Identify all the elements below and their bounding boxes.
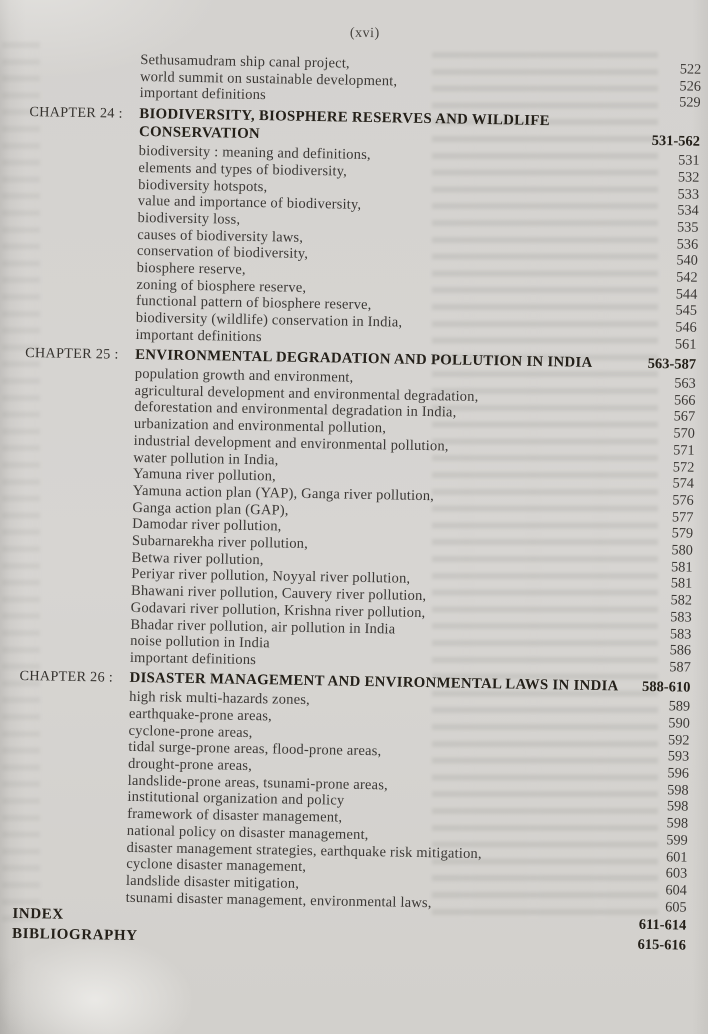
- page-number: 581: [670, 559, 693, 576]
- chapter-label: [24, 225, 137, 244]
- entry-text: causes of biodiversity laws,: [137, 226, 304, 246]
- page-number: 588-610: [641, 679, 691, 696]
- page-number: 522: [679, 61, 702, 78]
- chapter-label: [26, 141, 139, 160]
- page-number: 561: [674, 336, 697, 353]
- chapter-label: [13, 871, 126, 890]
- entry-text: Bhawani river pollution, Cauvery river pollution,: [130, 583, 427, 605]
- page-number: 598: [667, 781, 689, 799]
- chapter-label: [27, 67, 140, 86]
- chapter-label: [21, 381, 134, 400]
- page-number: 532: [677, 169, 700, 186]
- entry-text: world summit on sustainable development,: [139, 68, 398, 90]
- page-number: 542: [676, 269, 698, 286]
- chapter-label: [24, 241, 137, 260]
- page-number-header: (xvi): [349, 25, 380, 42]
- page-number: 590: [668, 715, 690, 732]
- chapter-title-line: CONSERVATION: [138, 124, 261, 143]
- page-number: 577: [671, 508, 694, 526]
- entry-text: Subarnarekha river pollution,: [131, 532, 309, 553]
- chapter-label: [15, 754, 128, 773]
- chapter-label: [16, 687, 129, 706]
- entry-text: Betwa river pollution,: [131, 549, 264, 568]
- page-number: 535: [676, 219, 699, 236]
- entry-text: Ganga action plan (GAP),: [132, 499, 289, 519]
- page-number: 583: [669, 625, 692, 643]
- entry-text: elements and types of biodiversity,: [138, 159, 348, 180]
- page-number: 566: [673, 392, 696, 409]
- page-number: 540: [676, 252, 699, 270]
- entry-text: Godavari river pollution, Krishna river pollution,: [130, 599, 426, 621]
- entry-text: biodiversity (wildlife) conservation in India,: [135, 310, 403, 331]
- backmatter-title: BIBLIOGRAPHY: [11, 926, 138, 945]
- page-number: 531: [678, 152, 700, 169]
- page-number: 570: [673, 425, 696, 442]
- entry-text: biodiversity : meaning and definitions,: [138, 143, 371, 164]
- chapter-label: [20, 481, 133, 500]
- chapter-label: [14, 787, 127, 806]
- chapter-label: [25, 191, 138, 210]
- entry-text: earthquake-prone areas,: [128, 705, 273, 725]
- chapter-label: [15, 721, 128, 740]
- entry-text: Damodar river pollution,: [132, 516, 282, 535]
- chapter-label: [24, 258, 137, 277]
- chapter-label: [19, 514, 132, 533]
- entry-text: disaster management strategies, earthquake risk mitigation,: [126, 839, 482, 862]
- page-number: 576: [672, 492, 694, 509]
- entry-text: landslide-prone areas, tsunami-prone areas,: [127, 772, 389, 794]
- entry-text: zoning of biosphere reserve,: [136, 276, 307, 296]
- page-number: 572: [672, 458, 695, 476]
- page-number: 529: [679, 94, 701, 112]
- page-number: 544: [675, 286, 698, 303]
- page-number: 605: [665, 898, 687, 916]
- page-number: 571: [672, 442, 695, 459]
- entry-text: cyclone-prone areas,: [128, 722, 253, 741]
- bullet-icon: [0, 904, 13, 924]
- chapter-label: [17, 615, 130, 634]
- chapter-label: [15, 737, 128, 756]
- entry-text: biodiversity loss,: [137, 209, 241, 228]
- entry-text: important definitions: [139, 85, 267, 104]
- entry-text: Periyar river pollution, Noyyal river pollution,: [131, 566, 411, 588]
- entry-text: noise pollution in India: [130, 633, 271, 652]
- page-number: 592: [667, 731, 690, 749]
- entry-text: institutional organization and policy: [127, 789, 345, 810]
- toc-page: [12, 20, 702, 956]
- entry-text: tsunami disaster management, environmental laws,: [125, 889, 432, 911]
- chapter-label: [21, 414, 134, 433]
- entry-text: national policy on disaster management,: [126, 822, 369, 843]
- page-number: 563-587: [647, 355, 697, 373]
- page-number: 593: [667, 748, 690, 765]
- chapter-label: [25, 174, 138, 193]
- page-number: 581: [670, 575, 693, 593]
- entry-text: Bhadar river pollution, air pollution in India: [130, 616, 396, 638]
- page-number: 567: [673, 408, 696, 426]
- entry-text: landslide disaster mitigation,: [125, 872, 300, 892]
- page-number: 603: [665, 865, 688, 882]
- page-number: 598: [666, 815, 689, 832]
- chapter-label: [25, 158, 138, 177]
- entry-text: deforestation and environmental degradation in India,: [134, 399, 457, 421]
- page-number: 604: [665, 882, 688, 899]
- chapter-label: [23, 275, 136, 294]
- entry-text: agricultural development and environmental degradation,: [134, 382, 479, 405]
- chapter-label: [20, 447, 133, 466]
- chapter-label: CHAPTER 26 :: [19, 668, 114, 686]
- chapter-label: [21, 431, 134, 450]
- page-number: 574: [672, 475, 695, 492]
- chapter-label: [21, 397, 134, 416]
- entry-text: high risk multi-hazards zones,: [129, 689, 311, 709]
- page-number: 601: [665, 848, 688, 866]
- chapter-label: [16, 704, 129, 723]
- entry-text: cyclone disaster management,: [126, 856, 307, 876]
- chapter-label: [14, 804, 127, 823]
- chapter-label: [27, 83, 140, 102]
- entry-text: functional pattern of biosphere reserve,: [135, 293, 372, 314]
- entry-text: population growth and environment,: [134, 365, 354, 386]
- chapter-label: [18, 581, 131, 600]
- chapter-label: [18, 548, 131, 567]
- chapter-label: [20, 464, 133, 483]
- chapter-label: [13, 854, 126, 873]
- page-number: 582: [670, 592, 693, 609]
- entry-text: Sethusamudram ship canal project,: [140, 51, 350, 72]
- entry-text: water pollution in India,: [133, 449, 279, 469]
- page-number: 533: [677, 185, 700, 203]
- page-number: 596: [667, 765, 690, 782]
- entry-text: biosphere reserve,: [136, 259, 246, 278]
- chapter-label: [27, 50, 140, 69]
- chapter-title-line: ENVIRONMENTAL DEGRADATION AND POLLUTION IN INDIA: [135, 346, 593, 371]
- page-number: 563: [674, 375, 696, 392]
- entry-text: value and importance of biodiversity,: [137, 193, 362, 214]
- chapter-label: CHAPTER 25 :: [25, 345, 119, 363]
- page-number: 536: [676, 235, 699, 253]
- page-number: 587: [669, 659, 691, 676]
- chapter-label: [18, 564, 131, 583]
- toc-list: [12, 50, 702, 956]
- chapter-title: [139, 105, 631, 151]
- chapter-label: [22, 325, 135, 344]
- page-number: 586: [669, 642, 692, 659]
- chapter-label: [18, 598, 131, 617]
- entry-text: important definitions: [135, 326, 262, 345]
- page-number: 583: [670, 609, 692, 626]
- chapter-label: [13, 888, 126, 907]
- entry-text: tidal surge-prone areas, flood-prone areas,: [128, 739, 382, 760]
- chapter-title-line: BIODIVERSITY, BIOSPHERE RESERVES AND WILDLIFE: [139, 105, 551, 129]
- chapter-label: [24, 208, 137, 227]
- entry-text: Yamuna action plan (YAP), Ganga river pollution,: [132, 482, 435, 505]
- chapter-label: [17, 631, 130, 650]
- entry-text: drought-prone areas,: [127, 755, 253, 775]
- chapter-label: [13, 837, 126, 856]
- chapter-label: [19, 498, 132, 517]
- page-number: 580: [671, 542, 693, 559]
- entry-text: industrial development and environmental pollution,: [133, 432, 449, 455]
- chapter-label: [17, 648, 130, 667]
- entry-text: urbanization and environmental pollution,: [133, 416, 387, 437]
- page-number: 546: [675, 319, 697, 336]
- page-number: 589: [668, 698, 691, 715]
- page-number: 531-562: [651, 133, 701, 150]
- page-number: 545: [675, 302, 698, 320]
- backmatter-title: INDEX: [12, 906, 64, 924]
- entry-text: framework of disaster management,: [127, 805, 343, 826]
- chapter-label: [19, 531, 132, 550]
- page-number: 599: [666, 832, 688, 849]
- entry-text: Yamuna river pollution,: [132, 466, 277, 485]
- page-number: 579: [671, 525, 694, 543]
- chapter-label: [15, 771, 128, 790]
- page-number: 598: [666, 798, 689, 816]
- page-number: 611-614: [638, 917, 687, 934]
- entry-text: conservation of biodiversity,: [136, 243, 309, 263]
- chapter-label: [14, 821, 127, 840]
- entry-text: important definitions: [129, 649, 257, 669]
- chapter-label: CHAPTER 24 :: [29, 103, 123, 122]
- chapter-label: [23, 308, 136, 327]
- chapter-title-line: DISASTER MANAGEMENT AND ENVIRONMENTAL LAWS IN INDIA: [129, 670, 619, 695]
- chapter-label: [23, 291, 136, 310]
- page-number: 615-616: [637, 937, 687, 954]
- page-number: 526: [679, 78, 702, 95]
- chapter-label: [22, 364, 135, 383]
- page-number: 534: [677, 202, 699, 219]
- bullet-icon: [0, 924, 12, 944]
- entry-text: biodiversity hotspots,: [138, 176, 268, 195]
